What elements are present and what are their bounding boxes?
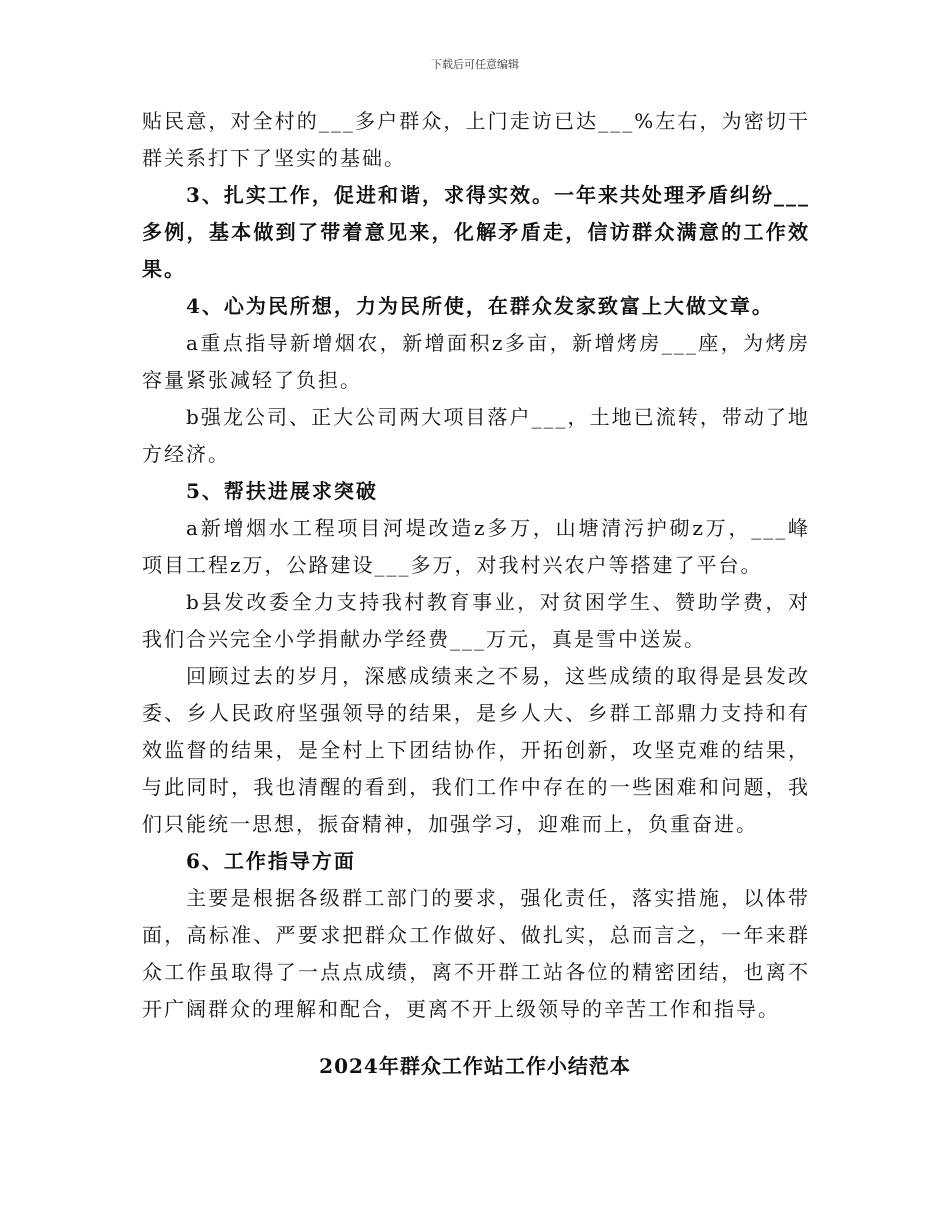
paragraph-5a: a新增烟水工程项目河堤改造z多万，山塘清污护砌z万，___峰项目工程z万，公路建设___多万，对我村兴农户等搭建了平台。 — [142, 516, 810, 577]
section-heading-4: 4、心为民所想，力为民所使，在群众发家致富上大做文章。 — [186, 294, 774, 318]
paragraph-4b: b强龙公司、正大公司两大项目落户___，土地已流转，带动了地方经济。 — [142, 405, 810, 466]
section-heading-5: 5、帮扶进展求突破 — [186, 479, 378, 503]
paragraph-continuation: 贴民意，对全村的___多户群众，上门走访已达___%左右，为密切干群关系打下了坚实的基础。 — [142, 109, 810, 170]
section-heading-3: 3、扎实工作，促进和谐，求得实效。一年来共处理矛盾纠纷___多例，基本做到了带着意见来，化解矛盾走，信访群众满意的工作效果。 — [142, 183, 810, 281]
document-body — [142, 103, 810, 1028]
section-heading-6: 6、工作指导方面 — [186, 849, 356, 873]
paragraph-review: 回顾过去的岁月，深感成绩来之不易，这些成绩的取得是县发改委、乡人民政府坚强领导的结果，是乡人大、乡群工部鼎力支持和有效监督的结果，是全村上下团结协作，开拓创新，攻坚克难的结果，与此同时，我也清醒的看到，我们工作中存在的一些困难和问题，我们只能统一思想，振奋精神，加强学习，迎难而上，负重奋进。 — [142, 664, 810, 836]
paragraph-5b: b县发改委全力支持我村教育事业，对贫困学生、赞助学费，对我们合兴完全小学捐献办学经费___万元，真是雪中送炭。 — [142, 590, 810, 651]
paragraph-4a: a重点指导新增烟农，新增面积z多亩，新增烤房___座，为烤房容量紧张减轻了负担。 — [142, 331, 810, 392]
next-document-title: 2024年群众工作站工作小结范本 — [319, 1054, 631, 1078]
page-header-note: 下载后可任意编辑 — [431, 58, 519, 71]
paragraph-6-body: 主要是根据各级群工部门的要求，强化责任，落实措施，以体带面，高标准、严要求把群众工作做好、做扎实，总而言之，一年来群众工作虽取得了一点点成绩，离不开群工站各位的精密团结，也离不开广阔群众的理解和配合，更离不开上级领导的辛苦工作和指导。 — [142, 886, 810, 1021]
